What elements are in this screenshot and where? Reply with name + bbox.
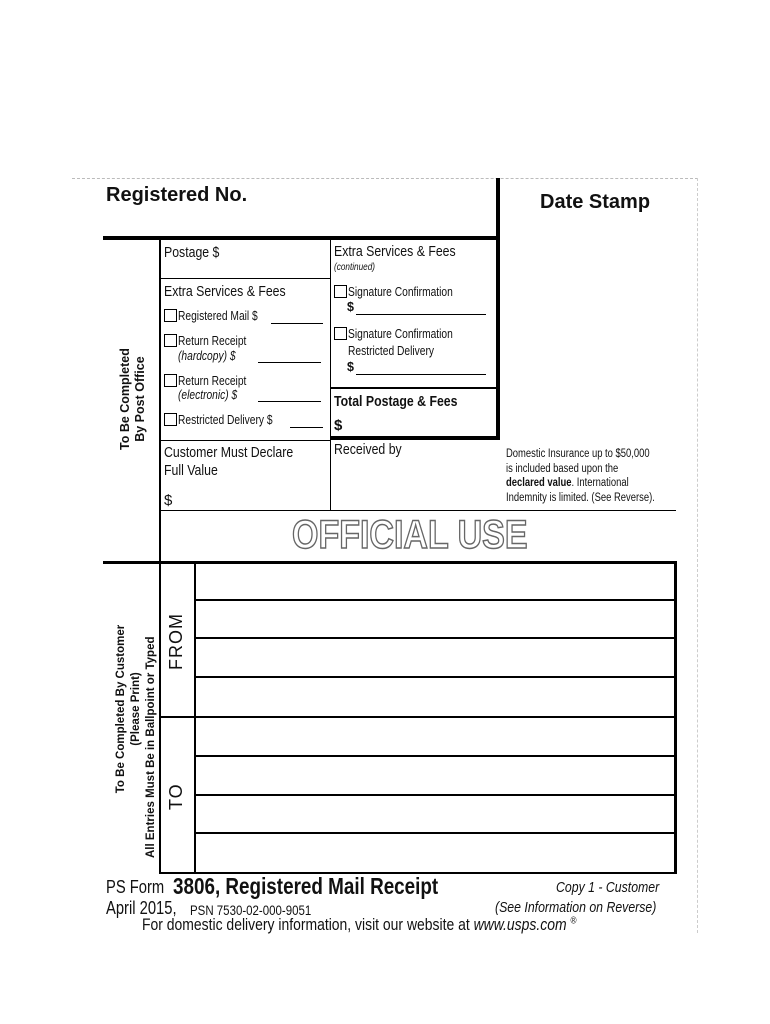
footer-website-line: For domestic delivery information, visit our website at www.usps.com ® <box>142 915 577 934</box>
to-line-1[interactable] <box>195 755 675 757</box>
po-section-left-border <box>159 240 161 562</box>
signature-confirmation-row: Signature Confirmation <box>334 285 349 300</box>
to-line-2[interactable] <box>195 794 675 796</box>
divider-registered-no <box>103 236 500 240</box>
return-receipt-electronic-fill-line[interactable] <box>258 401 321 402</box>
return-receipt-electronic-row: Return Receipt <box>164 374 179 389</box>
footer-ps-form: PS Form <box>106 877 165 897</box>
from-line-2[interactable] <box>195 637 675 639</box>
signature-confirmation-fill-line[interactable] <box>356 314 486 315</box>
right-dotted-edge <box>697 178 698 933</box>
registered-mail-fill-line[interactable] <box>271 323 323 324</box>
signature-restricted-checkbox[interactable] <box>334 327 347 340</box>
from-line-1[interactable] <box>195 599 675 601</box>
restricted-delivery-checkbox[interactable] <box>164 413 177 426</box>
customer-section-right-border <box>674 562 677 874</box>
footer-date: April 2015, <box>106 898 177 918</box>
continued-label: (continued) <box>334 262 376 273</box>
top-dotted-edge <box>72 178 698 179</box>
from-to-label-column-border <box>194 563 196 874</box>
customer-declare-label: Customer Must Declare Full Value <box>164 444 294 479</box>
divider-date-stamp <box>496 178 500 440</box>
date-stamp-label: Date Stamp <box>540 191 651 213</box>
official-use-watermark: OFFICIAL USE <box>292 513 528 557</box>
side-text-post-office: To Be Completed By Post Office <box>118 348 147 450</box>
footer-copy-label: Copy 1 - Customer <box>556 879 660 896</box>
received-by-label: Received by <box>334 441 402 458</box>
total-postage-label: Total Postage & Fees <box>334 393 458 410</box>
footer-form-title: 3806, Registered Mail Receipt <box>173 873 439 899</box>
registered-mail-checkbox[interactable] <box>164 309 177 322</box>
restricted-delivery-fill-line[interactable] <box>290 427 323 428</box>
to-line-3[interactable] <box>195 832 675 834</box>
extra-services-cont-label: Extra Services & Fees <box>334 243 456 260</box>
signature-restricted-row: Signature Confirmation <box>334 327 349 342</box>
return-receipt-electronic-line2: (electronic) $ <box>178 388 238 402</box>
footer-psn: PSN 7530-02-000-9051 <box>190 902 312 918</box>
registered-mail-row: Registered Mail $ <box>164 309 179 324</box>
usps-website-link[interactable]: www.usps.com <box>473 915 567 934</box>
signature-confirmation-dollar: $ <box>347 300 354 314</box>
return-receipt-hardcopy-row: Return Receipt <box>164 334 179 349</box>
declare-top-border <box>160 440 330 441</box>
return-receipt-hardcopy-fill-line[interactable] <box>258 362 321 363</box>
customer-section-top <box>103 561 677 564</box>
from-to-divider <box>160 716 676 718</box>
to-label: TO <box>166 783 186 810</box>
customer-section-left-border <box>159 562 161 874</box>
registered-no-label: Registered No. <box>106 184 248 206</box>
total-box-bottom <box>330 436 500 440</box>
total-box-top <box>330 387 498 389</box>
po-section-middle-border <box>330 240 331 510</box>
from-label: FROM <box>166 613 186 670</box>
postage-underline <box>160 278 330 279</box>
return-receipt-hardcopy-line2: (hardcopy) $ <box>178 349 236 363</box>
footer-see-info: (See Information on Reverse) <box>495 899 657 916</box>
signature-restricted-line2: Restricted Delivery <box>348 344 435 358</box>
official-use-top-border <box>160 510 676 511</box>
from-line-3[interactable] <box>195 676 675 678</box>
return-receipt-electronic-checkbox[interactable] <box>164 374 177 387</box>
return-receipt-hardcopy-checkbox[interactable] <box>164 334 177 347</box>
side-text-customer: To Be Completed By Customer (Please Print) All Entries Must Be in Ballpoint or Typed <box>115 624 157 858</box>
insurance-note: Domestic Insurance up to $50,000 is included based upon the declared value. International Indemnity is limited. (See Reverse). <box>506 448 655 504</box>
signature-restricted-fill-line[interactable] <box>356 374 486 375</box>
customer-declare-dollar: $ <box>164 492 173 509</box>
total-postage-dollar: $ <box>334 417 343 434</box>
postage-label: Postage $ <box>164 244 220 261</box>
signature-restricted-dollar: $ <box>347 360 354 374</box>
signature-confirmation-checkbox[interactable] <box>334 285 347 298</box>
restricted-delivery-row: Restricted Delivery $ <box>164 413 179 428</box>
extra-services-label: Extra Services & Fees <box>164 283 286 300</box>
